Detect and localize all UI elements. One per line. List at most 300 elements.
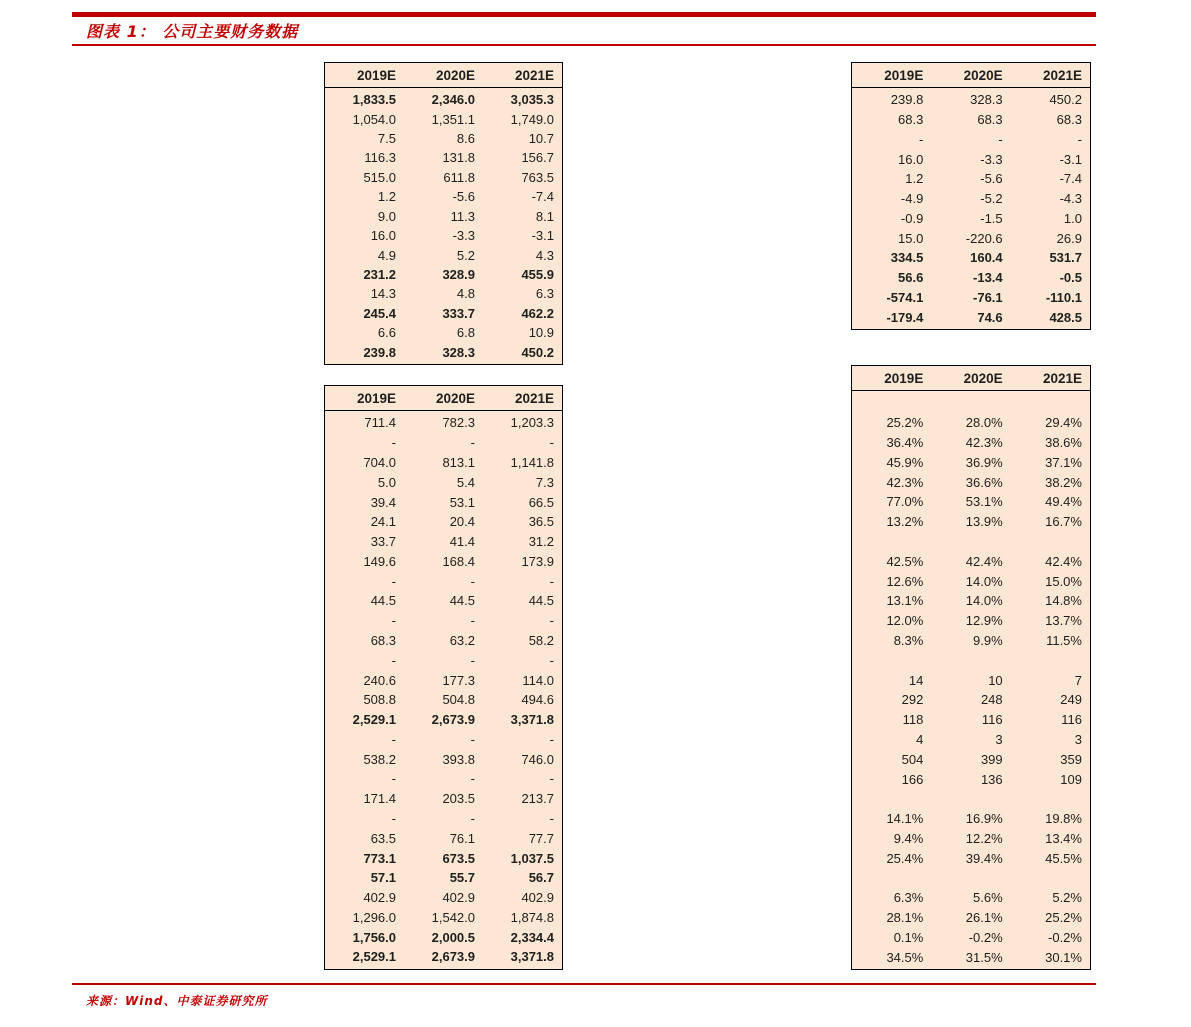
table-cell: -220.6 [965,230,1003,246]
table-cell: 399 [980,751,1003,767]
table-cell: 14.8% [1045,593,1082,609]
table-cell: 6.6 [377,325,396,341]
table-cell: -76.1 [973,289,1003,305]
column-header-2021e: 2021E [514,67,554,83]
table-cell: -0.9 [900,210,924,226]
table-cell: 30.1% [1045,949,1082,965]
table-row [325,265,562,284]
table-header-row [852,366,1090,391]
table-cell: 334.5 [890,250,924,266]
column-header-2019e: 2019E [356,390,396,406]
financial-table-top-right [851,62,1091,330]
table-cell: - [470,731,475,747]
table-cell: 328.3 [970,92,1003,108]
table-cell: 450.2 [521,344,554,360]
table-row [325,908,562,928]
table-cell: 26.1% [965,910,1003,926]
table-cell: 402.9 [521,890,554,906]
financial-table-bottom-left [324,385,563,970]
table-cell: 44.5 [370,593,396,609]
table-cell: -7.4 [531,189,554,205]
table-row [852,631,1090,651]
table-cell: 4.9 [377,247,396,263]
column-header-2019e: 2019E [884,67,924,83]
table-cell: 10.7 [528,131,554,147]
table-cell: 428.5 [1049,309,1082,325]
table-cell: - [918,131,924,147]
table-cell: 763.5 [521,169,554,185]
table-cell: 13.9% [965,514,1003,530]
table-cell: 3 [995,731,1003,747]
table-cell: 66.5 [528,494,554,510]
table-cell: -179.4 [886,309,924,325]
table-cell: - [470,435,475,451]
table-cell: 63.2 [449,632,475,648]
table-cell: 1,756.0 [352,929,396,945]
table-cell: 12.6% [886,573,924,589]
table-cell: 515.0 [363,169,396,185]
table-cell: 56.7 [528,870,554,886]
table-row [325,868,562,888]
table-row [852,868,1090,888]
table-cell: 166 [901,771,924,787]
table-row [325,710,562,730]
table-cell: 0.1% [893,929,924,945]
table-cell: 245.4 [363,305,396,321]
table-cell: 39.4 [370,494,396,510]
table-row [852,908,1090,928]
table-cell: 68.3 [898,112,924,128]
table-row [852,650,1090,670]
table-row [852,888,1090,908]
table-header-row [852,63,1090,88]
table-row [325,453,562,473]
table-cell: 8.1 [535,208,554,224]
table-cell: -3.1 [1059,151,1082,167]
table-row [852,90,1090,110]
table-row [325,947,562,967]
table-cell: - [391,652,396,668]
table-cell: 173.9 [521,553,554,569]
table-cell: 24.1 [370,514,396,530]
table-row [325,187,562,206]
column-header-2019e: 2019E [884,370,924,386]
table-row [852,307,1090,327]
table-row [852,809,1090,829]
table-cell: 25.2% [1045,910,1082,926]
table-row [325,611,562,631]
table-row [852,228,1090,248]
table-row [325,631,562,651]
table-row [325,670,562,690]
column-header-2019e: 2019E [356,67,396,83]
table-cell: 56.6 [898,270,924,286]
table-cell: 16.0 [370,228,396,244]
table-cell: 28.1% [886,910,924,926]
table-cell: 45.5% [1045,850,1082,866]
table-cell: 1,203.3 [510,415,554,431]
table-cell: 1,833.5 [352,92,396,108]
table-cell: 57.1 [370,870,396,886]
table-row [852,848,1090,868]
table-cell: 116 [1061,712,1082,728]
column-header-2020e: 2020E [435,390,475,406]
table-cell: 504 [901,751,924,767]
table-cell: 16.9% [965,811,1003,827]
top-rule [72,12,1096,17]
table-cell: 13.2% [886,514,924,530]
table-cell: 168.4 [442,553,475,569]
table-cell: - [549,435,554,451]
table-row [852,149,1090,169]
table-cell: 704.0 [363,454,396,470]
table-cell: - [549,573,554,589]
table-row [325,730,562,750]
table-cell: 42.3% [886,474,924,490]
table-cell: 240.6 [363,672,396,688]
table-cell: 136 [980,771,1003,787]
table-cell: 39.4% [965,850,1003,866]
table-cell: 455.9 [521,267,554,282]
table-cell: -4.3 [1059,191,1082,207]
table-cell: - [549,613,554,629]
table-cell: 2,673.9 [431,712,475,728]
column-header-2020e: 2020E [435,67,475,83]
table-row [852,268,1090,288]
table-row [852,730,1090,750]
table-row [325,571,562,591]
table-row [325,492,562,512]
table-row [852,209,1090,229]
table-row [325,284,562,303]
table-cell: 42.4% [1045,553,1082,569]
table-cell: 25.4% [886,850,924,866]
table-row [852,393,1090,413]
title-underline-rule [72,44,1096,46]
table-cell: - [549,731,554,747]
table-header-row [325,386,562,411]
table-cell: 12.0% [886,613,924,629]
table-cell: 328.3 [442,344,475,360]
table-row [325,591,562,611]
table-cell: 76.1 [449,830,475,846]
financial-table-top-left [324,62,563,365]
table-row [325,433,562,453]
table-cell: 10 [988,672,1003,688]
table-cell: 49.4% [1045,494,1082,510]
table-row [852,248,1090,268]
table-cell: 1,351.1 [431,111,475,127]
table-cell: -5.6 [980,171,1003,187]
table-row [325,109,562,128]
table-cell: -3.3 [452,228,475,244]
table-cell: - [391,435,396,451]
table-cell: 55.7 [449,870,475,886]
table-row [325,927,562,947]
table-cell: 114.0 [522,672,554,688]
table-cell: 7.3 [535,474,554,490]
table-cell: 239.8 [363,344,396,360]
table-row [325,789,562,809]
table-row [852,189,1090,209]
table-row [325,226,562,245]
table-body [852,88,1090,329]
table-row [325,650,562,670]
source-note: 来源：Wind、中泰证券研究所 [86,994,268,1008]
table-cell: 538.2 [363,751,396,767]
table-cell: - [1077,131,1082,147]
table-cell: 3,035.3 [510,92,554,108]
table-cell: 773.1 [363,850,396,866]
table-cell: 1,749.0 [510,111,554,127]
table-cell: 44.5 [449,593,475,609]
table-cell: 1,037.5 [510,850,554,866]
table-cell: 13.1% [886,593,924,609]
table-cell: 462.2 [521,305,554,321]
table-cell: 328.9 [442,267,475,282]
table-cell: 5.2 [456,247,475,263]
table-cell: 494.6 [521,692,554,708]
table-cell: -3.1 [531,228,554,244]
table-row [852,413,1090,433]
table-cell: 42.3% [965,434,1003,450]
table-row [852,710,1090,730]
table-row [325,304,562,323]
column-header-2021e: 2021E [1042,370,1082,386]
table-cell: 36.6% [965,474,1003,490]
table-body [325,411,562,969]
table-row [325,472,562,492]
table-cell: 11.3 [450,208,475,224]
table-cell: -0.2% [968,929,1003,945]
table-cell: 531.7 [1049,250,1082,266]
table-cell: 160.4 [970,250,1003,266]
table-cell: 359 [1060,751,1082,767]
table-cell: - [549,652,554,668]
table-row [852,472,1090,492]
table-cell: 29.4% [1045,415,1082,431]
table-cell: 25.2% [886,415,924,431]
table-cell: 248 [980,692,1003,708]
table-cell: 3,371.8 [510,949,554,965]
chart-title: 图表 1： 公司主要财务数据 [86,22,299,41]
table-body [852,391,1090,969]
table-cell: 2,529.1 [352,712,396,728]
table-row [325,342,562,361]
table-row [852,690,1090,710]
table-cell: 36.4% [886,434,924,450]
table-cell: 31.2 [528,534,554,550]
table-cell: 68.3 [1056,112,1082,128]
table-cell: -0.2% [1048,929,1082,945]
table-cell: 13.7% [1045,613,1082,629]
table-cell: - [998,131,1003,147]
table-cell: 38.2% [1045,474,1082,490]
table-cell: 1,054.0 [352,111,396,127]
table-cell: 11.5% [1046,632,1082,648]
table-row [325,888,562,908]
table-cell: 77.7 [528,830,554,846]
table-cell: 249 [1060,692,1082,708]
table-cell: 68.3 [977,112,1003,128]
column-header-2020e: 2020E [963,67,1003,83]
table-cell: 28.0% [965,415,1003,431]
table-row [325,148,562,167]
table-cell: 36.9% [965,454,1003,470]
table-cell: 15.0% [1045,573,1082,589]
table-row [852,130,1090,150]
table-cell: 3 [1074,731,1082,747]
table-row [852,769,1090,789]
table-cell: 746.0 [521,751,554,767]
table-row [852,611,1090,631]
table-cell: - [391,811,396,827]
table-cell: 53.1 [449,494,475,510]
table-cell: 5.6% [973,890,1003,906]
table-cell: 34.5% [886,949,924,965]
table-cell: 33.7 [370,534,396,550]
table-row [852,492,1090,512]
table-cell: -4.9 [900,191,924,207]
table-cell: 450.2 [1049,92,1082,108]
table-cell: 5.4 [456,474,475,490]
table-cell: 813.1 [442,454,475,470]
table-cell: -7.4 [1059,171,1082,187]
table-row [852,829,1090,849]
table-row [852,670,1090,690]
column-header-2020e: 2020E [963,370,1003,386]
table-cell: 74.6 [977,309,1003,325]
table-cell: 782.3 [442,415,475,431]
table-cell: -5.6 [452,189,475,205]
table-cell: 508.8 [363,692,396,708]
table-cell: 31.5% [965,949,1003,965]
table-cell: 149.6 [363,553,396,569]
table-header-row [325,63,562,88]
table-cell: 7.5 [377,131,396,147]
table-cell: - [549,771,554,787]
table-cell: 239.8 [890,92,924,108]
table-cell: 1.0 [1063,210,1082,226]
table-cell: -5.2 [980,191,1003,207]
table-row [325,769,562,789]
table-cell: -0.5 [1059,270,1082,286]
table-cell: 14 [908,672,924,688]
table-cell: 8.6 [456,131,475,147]
table-cell: 9.4% [893,830,924,846]
table-cell: 156.7 [521,150,554,166]
table-cell: 203.5 [442,791,475,807]
table-row [325,245,562,264]
table-cell: - [391,731,396,747]
table-cell: -13.4 [973,270,1003,286]
table-cell: 41.4 [449,534,475,550]
table-cell: 9.9% [973,632,1003,648]
table-cell: 68.3 [370,632,396,648]
table-cell: 5.0 [377,474,396,490]
financial-table-bottom-right [851,365,1091,970]
table-cell: 37.1% [1045,454,1082,470]
table-cell: 6.8 [456,325,475,341]
table-cell: 292 [901,692,924,708]
table-cell: 4.8 [456,286,475,302]
table-row [852,288,1090,308]
table-cell: 2,529.1 [352,949,396,965]
table-cell: 5.2% [1052,890,1082,906]
table-cell: 14.3 [370,286,396,302]
table-row [852,433,1090,453]
table-cell: 58.2 [528,632,554,648]
table-cell: 1,141.8 [510,454,554,470]
table-row [325,551,562,571]
table-cell: 2,000.5 [431,929,475,945]
table-cell: 42.4% [965,553,1003,569]
table-cell: 63.5 [370,830,396,846]
table-cell: 4 [916,731,924,747]
table-row [852,110,1090,130]
table-cell: 44.5 [528,593,554,609]
table-body [325,88,562,364]
table-cell: 2,334.4 [510,929,554,945]
table-cell: 36.5 [528,514,554,530]
table-cell: 12.9% [965,613,1003,629]
table-cell: 402.9 [363,890,396,906]
table-cell: 116 [981,712,1003,728]
table-cell: 611.8 [443,169,475,185]
table-cell: 7 [1074,672,1082,688]
table-cell: 8.3% [893,632,924,648]
table-cell: 116.3 [364,150,396,166]
table-row [325,129,562,148]
table-cell: 45.9% [886,454,924,470]
table-cell: 171.4 [363,791,396,807]
table-cell: 14.0% [965,573,1003,589]
table-cell: 213.7 [521,791,554,807]
table-cell: 3,371.8 [510,712,554,728]
table-row [852,591,1090,611]
table-row [325,848,562,868]
column-header-2021e: 2021E [1042,67,1082,83]
table-cell: 504.8 [442,692,475,708]
table-cell: 231.2 [363,267,396,282]
table-cell: - [549,811,554,827]
table-cell: 1.2 [905,171,924,187]
table-cell: - [470,771,475,787]
table-cell: 1,296.0 [352,909,396,925]
table-cell: - [391,613,396,629]
table-cell: 177.3 [442,672,475,688]
table-cell: -574.1 [886,289,924,305]
table-cell: - [470,811,475,827]
table-row [325,749,562,769]
table-row [325,512,562,532]
table-cell: 6.3 [535,286,554,302]
table-row [852,571,1090,591]
table-cell: 14.0% [965,593,1003,609]
table-cell: -1.5 [980,210,1003,226]
table-cell: 26.9 [1056,230,1082,246]
table-cell: 1.2 [377,189,396,205]
table-cell: 9.0 [377,208,396,224]
table-cell: - [470,573,475,589]
table-cell: 4.3 [535,247,554,263]
table-cell: 14.1% [886,811,924,827]
table-cell: 118 [902,712,924,728]
table-cell: 402.9 [442,890,475,906]
table-row [852,789,1090,809]
footer-rule [72,983,1096,985]
table-cell: 109 [1060,771,1082,787]
